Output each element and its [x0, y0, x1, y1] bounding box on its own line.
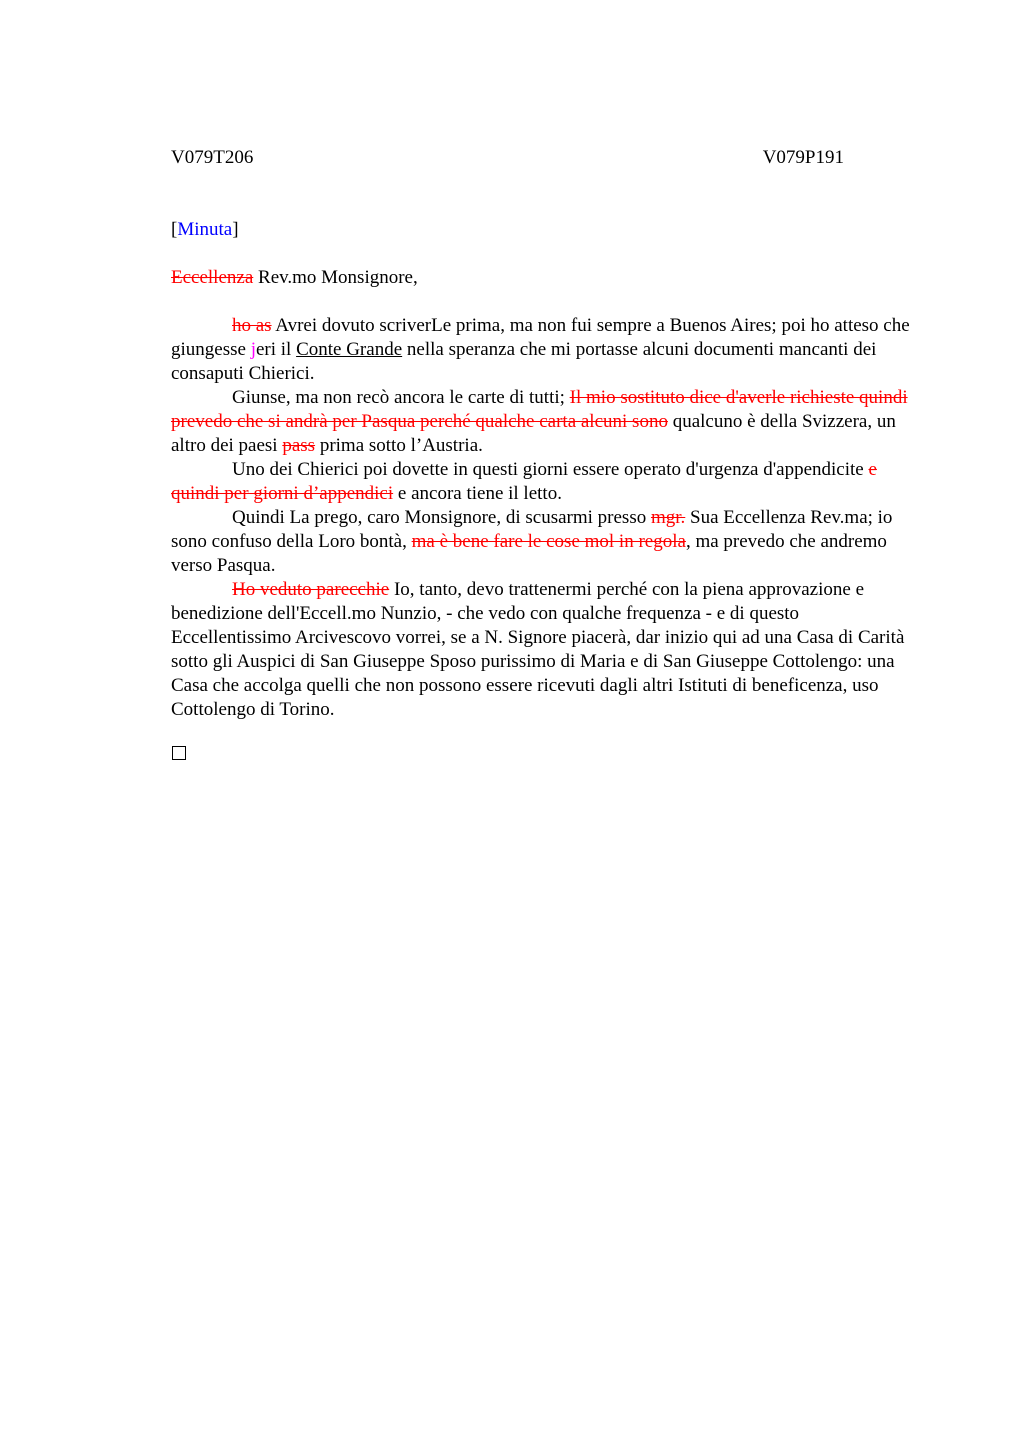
paragraph-1: [171, 314, 921, 386]
deleted-text: e quindi per giorni d’appendici: [171, 459, 877, 504]
document-header: [171, 146, 844, 170]
paragraph-4: [171, 506, 921, 578]
label-open-bracket: [: [171, 219, 178, 240]
paragraph-3: [171, 458, 921, 506]
salutation-text: Rev.mo Monsignore,: [253, 267, 418, 288]
body-text: e ancora tiene il letto.: [393, 483, 562, 504]
body-text: eri il: [255, 339, 297, 360]
deleted-text: mgr.: [650, 507, 686, 528]
salutation: [171, 266, 921, 290]
deleted-text: Ho veduto parecchie: [232, 579, 390, 600]
paragraph-2: [171, 386, 921, 458]
body-text: , ma prevedo che andremo verso Pasqua.: [171, 531, 887, 576]
ship-name: Conte Grande: [296, 339, 403, 360]
letter-page: [171, 146, 921, 760]
deleted-text: ho as: [232, 315, 272, 336]
deleted-text: ma è bene fare le cose mol in regola: [411, 531, 686, 552]
document-id-left: V079T206: [171, 147, 254, 168]
body-text: Uno dei Chierici poi dovette in questi giorni essere operato d'urgenza d'appendicite: [232, 459, 869, 480]
body-text: Giunse, ma non recò ancora le carte di tutti;: [232, 387, 570, 408]
body-text: Io, tanto, devo trattenermi perché con la piena approvazione e benedizione dell'Eccell.mo Nunzio, - che vedo con qualche frequenza - e di questo Eccellentissimo Arcivescovo vorrei, se a N. Signore piacerà, dar inizio qui ad una Casa di Carità sotto gli Auspici di San Giuseppe Sposo purissimo di Maria e di San Giuseppe Cottolengo: una Casa che accolga quelli che non possono essere ricevuti dagli altri Istituti di beneficenza, uso Cottolengo di Torino.: [171, 579, 905, 720]
body-text: qualcuno è della Svizzera, un altro dei paesi: [171, 411, 896, 456]
inserted-text: j: [250, 339, 256, 360]
deleted-text: Eccellenza: [171, 267, 254, 288]
body-text: Quindi La prego, caro Monsignore, di scusarmi presso: [232, 507, 651, 528]
label-close-bracket: ]: [232, 219, 239, 240]
paragraph-5: [171, 578, 921, 722]
body-text: Sua Eccellenza Rev.ma; io sono confuso della Loro bontà,: [171, 507, 893, 552]
minuta-label: [171, 218, 921, 242]
body-text: nella speranza che mi portasse alcuni documenti mancanti dei consaputi Chierici.: [171, 339, 877, 384]
body-text: prima sotto l’Austria.: [315, 435, 483, 456]
empty-square-icon: [172, 746, 186, 760]
body-text: Avrei dovuto scriverLe prima, ma non fui sempre a Buenos Aires; poi ho atteso che giungesse: [171, 315, 910, 360]
deleted-text: pass: [282, 435, 316, 456]
document-id-right: V079P191: [762, 147, 844, 168]
label-text: Minuta: [177, 219, 233, 240]
deleted-text: Il mio sostituto dice d'averle richieste quindi prevedo che si andrà per Pasqua perché qualche carta alcuni sono: [171, 387, 908, 432]
